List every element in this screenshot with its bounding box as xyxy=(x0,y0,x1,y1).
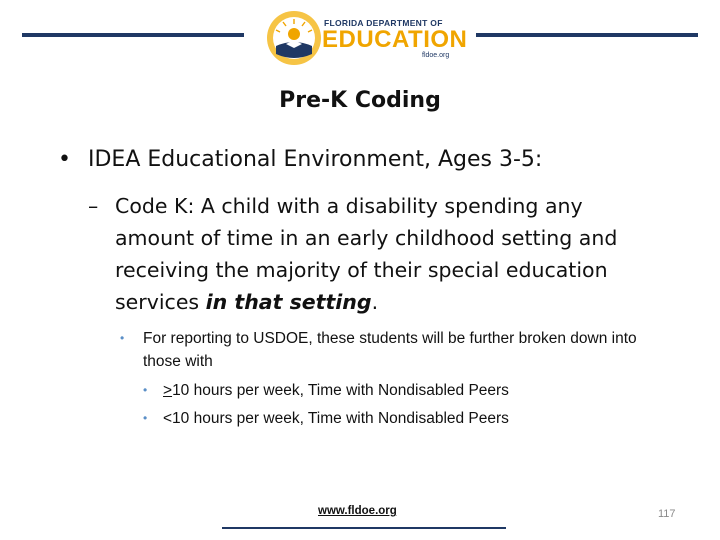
code-k-definition xyxy=(115,190,635,318)
dash-bullet-icon: – xyxy=(88,194,99,218)
small-bullet-icon: • xyxy=(143,383,148,397)
logo-main-word: EDUCATION xyxy=(322,26,468,53)
header-rule-right xyxy=(476,33,698,37)
fldoe-logo xyxy=(262,4,468,68)
bullet-dot-icon: • xyxy=(58,147,71,172)
logo-org-line: FLORIDA DEPARTMENT OF xyxy=(324,18,443,28)
florida-seal-icon xyxy=(266,10,322,66)
fldoe-website-link[interactable]: www.fldoe.org xyxy=(318,505,397,517)
page-number: 117 xyxy=(658,508,676,520)
greater-than-rest: 10 hours per week, Time with Nondisabled Peers xyxy=(172,382,509,399)
code-k-emphasis: in that setting xyxy=(205,290,372,314)
greater-than-10-hours xyxy=(163,379,509,402)
greater-sign: > xyxy=(163,382,173,399)
small-bullet-icon: • xyxy=(143,411,148,425)
header-rule-left xyxy=(22,33,244,37)
slide-title: Pre-K Coding xyxy=(279,88,441,113)
code-k-text: Code K: A child with a disability spending any amount of time in an early childhood setting and receiving the majority of their special education services xyxy=(115,194,618,314)
logo-site: fldoe.org xyxy=(422,52,450,59)
footer-rule xyxy=(222,527,506,529)
usdoe-reporting-text: For reporting to USDOE, these students will be further broken down into those with xyxy=(143,330,637,370)
less-than-10-hours: <10 hours per week, Time with Nondisabled Peers xyxy=(163,410,509,427)
code-k-period: . xyxy=(371,290,379,314)
small-bullet-icon: • xyxy=(120,331,125,345)
bullet-1-text: IDEA Educational Environment, Ages 3-5: xyxy=(88,147,543,172)
